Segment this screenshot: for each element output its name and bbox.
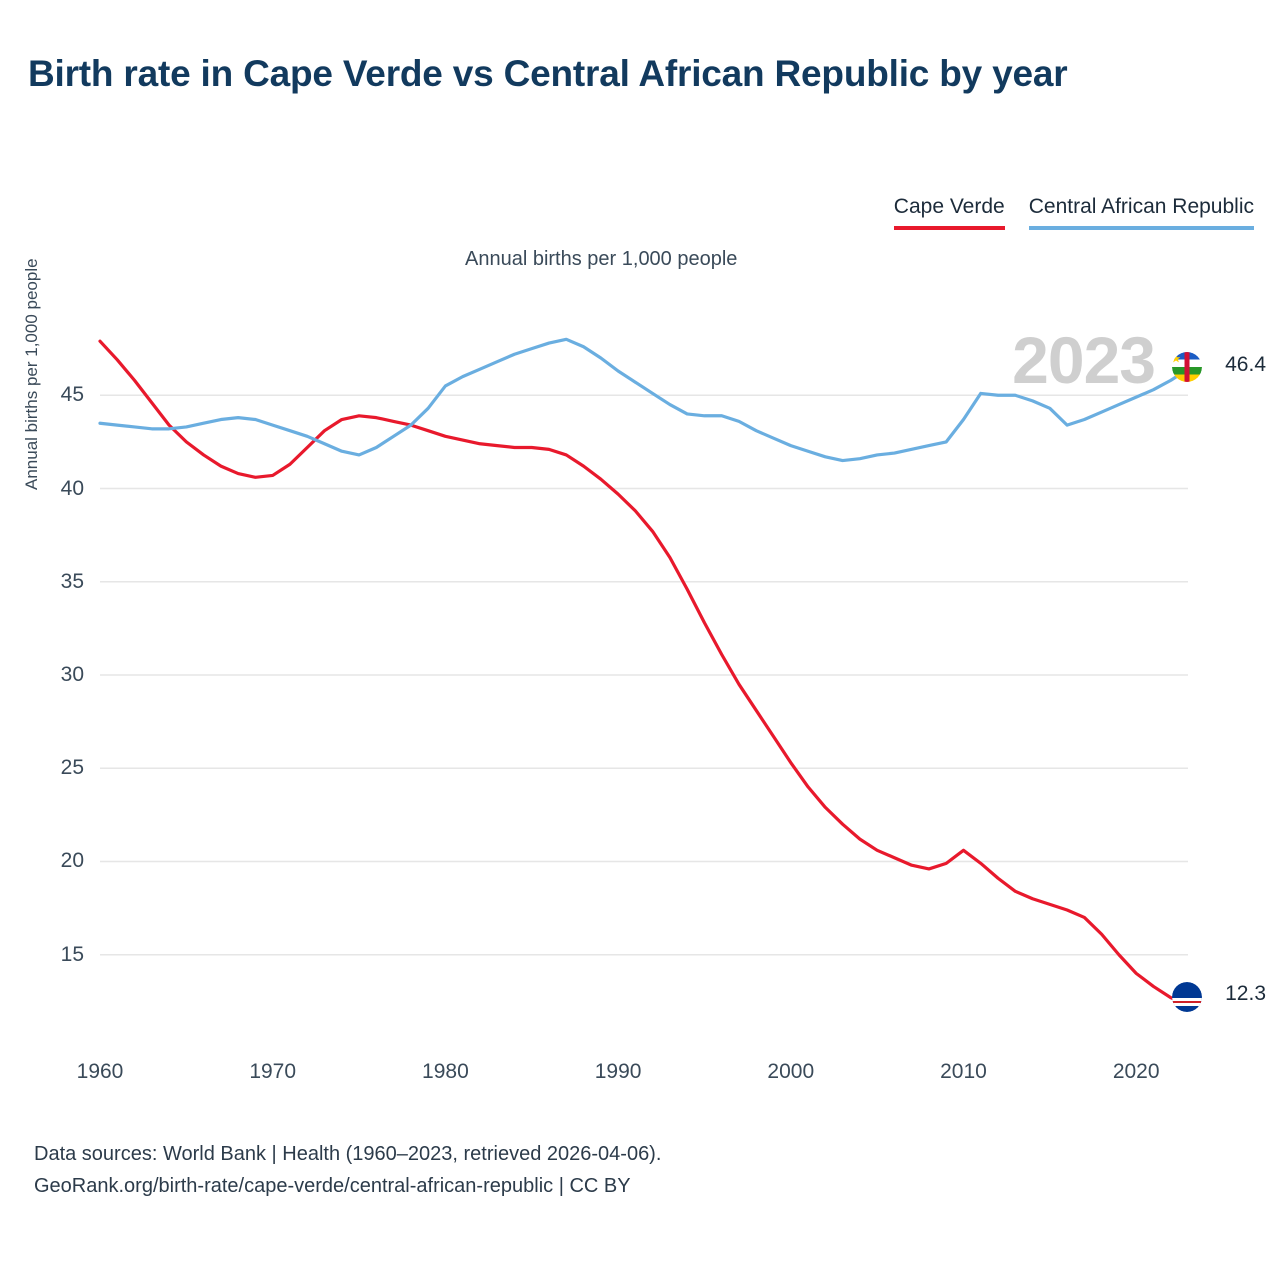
y-tick-label: 20 xyxy=(60,849,84,873)
y-axis-label: Annual births per 1,000 people xyxy=(22,258,41,490)
flag-central-african-republic xyxy=(1172,352,1202,382)
legend-item-central-african-republic[interactable]: Central African Republic xyxy=(1029,195,1254,230)
x-tick-label: 2000 xyxy=(767,1060,815,1083)
y-tick-label: 45 xyxy=(60,383,84,407)
series-line-0 xyxy=(100,341,1188,1005)
series-lines xyxy=(100,339,1188,1005)
x-tick-label: 1960 xyxy=(76,1060,124,1083)
x-tick-label: 2010 xyxy=(940,1060,987,1083)
year-watermark: 2023 xyxy=(1012,323,1155,397)
chart-subtitle: Annual births per 1,000 people xyxy=(465,248,738,270)
x-tick-label: 1980 xyxy=(422,1060,469,1083)
footer-line-url: GeoRank.org/birth-rate/cape-verde/central-african-republic | CC BY xyxy=(34,1175,631,1198)
y-tick-label: 15 xyxy=(60,942,84,966)
page-title: Birth rate in Cape Verde vs Central African Republic by year xyxy=(28,53,1068,94)
y-tick-label: 40 xyxy=(60,476,84,500)
end-label-cape-verde: 12.3 xyxy=(1225,982,1266,1005)
y-tick-label: 25 xyxy=(60,756,84,780)
footer-line-sources: Data sources: World Bank | Health (1960–2023, retrieved 2026-04-06). xyxy=(34,1143,662,1165)
x-tick-label: 2020 xyxy=(1112,1060,1160,1083)
x-tick-label: 1990 xyxy=(594,1060,642,1083)
y-tick-label: 35 xyxy=(60,569,84,593)
end-label-central-african-republic: 46.4 xyxy=(1225,353,1266,376)
x-tick-label: 1970 xyxy=(249,1060,297,1083)
gridlines xyxy=(100,395,1188,954)
legend-item-cape-verde[interactable]: Cape Verde xyxy=(894,195,1005,230)
y-tick-label: 30 xyxy=(60,663,84,686)
flag-cape-verde xyxy=(1172,982,1202,1012)
footer xyxy=(34,1138,661,1203)
